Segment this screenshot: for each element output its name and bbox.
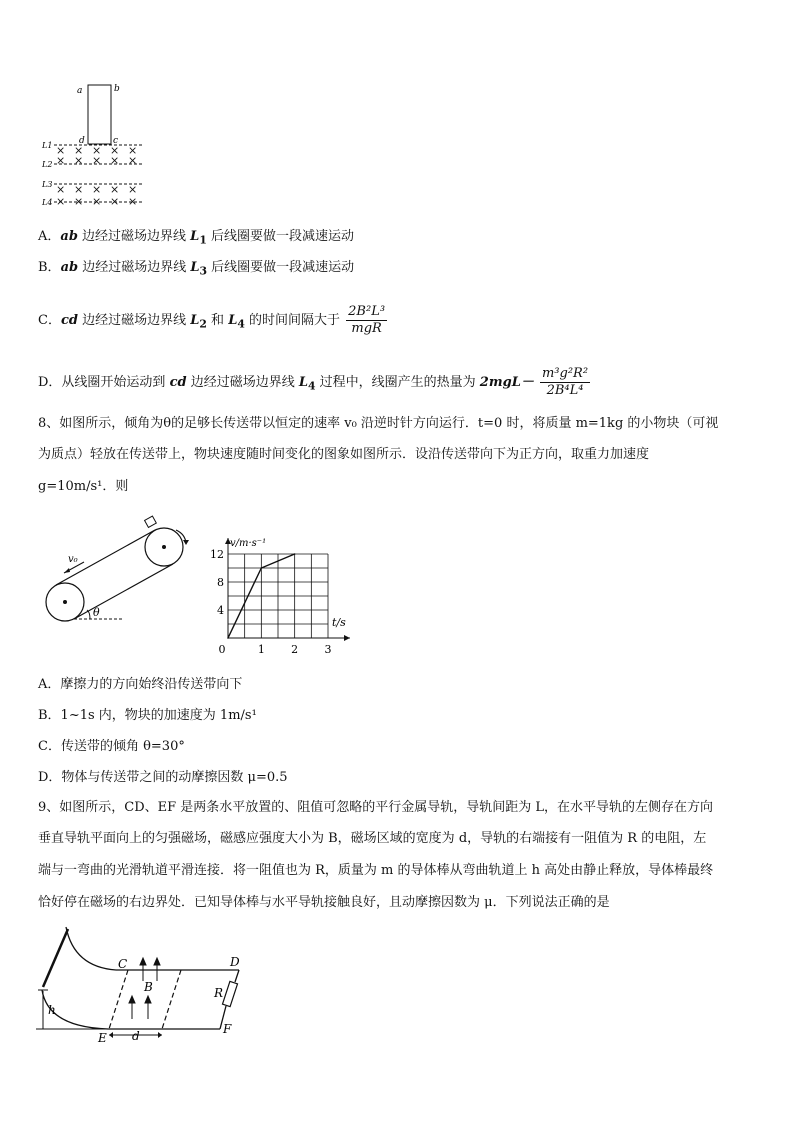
svg-text:×: × (74, 183, 84, 196)
svg-text:×: × (74, 154, 84, 167)
svg-text:×: × (128, 183, 138, 196)
q8-stem-line-3: g=10m/s¹．则 (38, 479, 129, 494)
field-crosses (56, 144, 137, 208)
q9-stem-line-2: 垂直导轨平面向上的匀强磁场，磁感应强度大小为 B，磁场区域的宽度为 d，导轨的右端接有一阻值为 R 的电阻，左 (38, 831, 707, 846)
label-F: F (223, 1022, 232, 1036)
x-tick-label: 0 (218, 643, 226, 656)
velocity-data-point (294, 553, 296, 555)
q9-stem-line-3: 端与一弯曲的光滑轨道平滑连接．将一阻值也为 R，质量为 m 的导体棒从弯曲轨道上 h 高处由静止释放，导体棒最终 (38, 863, 714, 878)
label-L1: L1 (42, 141, 53, 150)
svg-text:×: × (74, 144, 84, 157)
label-h: h (48, 1003, 56, 1017)
svg-text:×: × (110, 154, 120, 167)
coil-field-figure (38, 78, 148, 213)
velocity-time-chart (210, 520, 360, 662)
x-tick-label: 1 (257, 643, 265, 656)
q7-c-fraction: $\frac{\text{2B²L³}}{\text{mgR}}$ (348, 304, 386, 336)
q8-option-a: A．摩擦力的方向始终沿传送带向下 (38, 677, 243, 692)
svg-text:×: × (56, 154, 66, 167)
conveyor-belt-figure (40, 512, 200, 627)
svg-text:×: × (128, 144, 138, 157)
label-E: E (98, 1031, 107, 1045)
q8-stem-line-1: 8、如图所示，倾角为θ的足够长传送带以恒定的速率 v₀ 沿逆时针方向运行．t=0 时，将质量 m=1kg 的小物块（可视 (38, 416, 719, 431)
label-L3: L3 (42, 180, 53, 189)
label-L2: L2 (42, 160, 53, 169)
label-R: R (214, 986, 224, 1000)
velocity-data-point (227, 637, 229, 639)
svg-text:×: × (56, 183, 66, 196)
label-D: D (230, 955, 240, 969)
q7-d-fraction: $\frac{\text{m³g²R²}}{\text{2B⁴L⁴}}$ (541, 366, 589, 398)
x-tick-label: 3 (324, 643, 332, 656)
x-axis-arrow (344, 635, 350, 641)
curved-track-outer (66, 927, 116, 970)
field-right-boundary (162, 970, 181, 1029)
q8-option-b: B．1~1s 内，物块的加速度为 1m/s¹ (38, 708, 257, 723)
y-tick-label: 4 (217, 604, 224, 617)
q8-option-c: C．传送带的倾角 θ=30° (38, 739, 185, 754)
right-wire-upper (235, 970, 239, 982)
corner-b-label: b (114, 84, 120, 94)
corner-a-label: a (77, 86, 83, 96)
q7-option-a: A．ab 边经过磁场边界线 $L_1$ 后线圈要做一段减速运动 (38, 229, 354, 247)
coil-rectangle (88, 85, 111, 144)
svg-text:×: × (74, 195, 84, 208)
y-tick-label: 12 (210, 548, 224, 561)
svg-text:×: × (110, 144, 120, 157)
svg-text:×: × (128, 154, 138, 167)
x-axis-label: t/s (332, 616, 346, 629)
q7-option-d: D．从线圈开始运动到 cd 边经过磁场边界线 $L_4$ 过程中，线圈产生的热量为 2mgL－ $\frac{\text{m³g²R²}}{\text{2B⁴L⁴}}$ (38, 366, 589, 398)
svg-text:×: × (110, 195, 120, 208)
rails-figure (36, 925, 246, 1047)
q7-option-c: C．cd 边经过磁场边界线 $L_2$ 和 $L_4$ 的时间间隔大于 $\frac{\text{2B²L³}}{\text{mgR}}$ (38, 304, 386, 336)
y-tick-label: 8 (217, 576, 224, 589)
corner-c-label: c (113, 136, 119, 146)
svg-text:×: × (56, 195, 66, 208)
q7-option-b: B．ab 边经过磁场边界线 $L_3$ 后线圈要做一段减速运动 (38, 260, 355, 278)
resistor-R (222, 981, 237, 1006)
q8-stem-line-2: 为质点）轻放在传送带上，物块速度随时间变化的图象如图所示．设沿传送带向下为正方向，取重力加速度 (38, 447, 650, 462)
svg-text:×: × (128, 195, 138, 208)
q8-option-d: D．物体与传送带之间的动摩擦因数 μ=0.5 (38, 770, 288, 785)
svg-text:×: × (92, 183, 102, 196)
svg-text:×: × (92, 195, 102, 208)
small-block (145, 516, 157, 527)
belt-bottom (74, 564, 173, 619)
svg-text:×: × (92, 144, 102, 157)
theta-label: θ (93, 606, 100, 619)
svg-text:×: × (110, 183, 120, 196)
v0-label: v₀ (68, 554, 78, 565)
label-d: d (132, 1029, 140, 1043)
rod-on-track (43, 929, 68, 987)
velocity-data-point (261, 567, 263, 569)
label-B: B (144, 980, 153, 994)
svg-text:×: × (92, 154, 102, 167)
svg-text:×: × (56, 144, 66, 157)
label-C: C (118, 957, 128, 971)
y-axis-label: v/m·s⁻¹ (230, 538, 267, 549)
label-L4: L4 (42, 198, 53, 207)
x-tick-label: 2 (291, 643, 299, 656)
field-left-boundary (109, 970, 128, 1029)
q9-stem-line-4: 恰好停在磁场的右边界处．已知导体棒与水平导轨接触良好，且动摩擦因数为 μ．下列说法正确的是 (38, 895, 610, 910)
corner-d-label: d (79, 136, 85, 146)
q9-stem-line-1: 9、如图所示，CD、EF 是两条水平放置的、阻值可忽略的平行金属导轨，导轨间距为 L，在水平导轨的左侧存在方向 (38, 800, 714, 815)
